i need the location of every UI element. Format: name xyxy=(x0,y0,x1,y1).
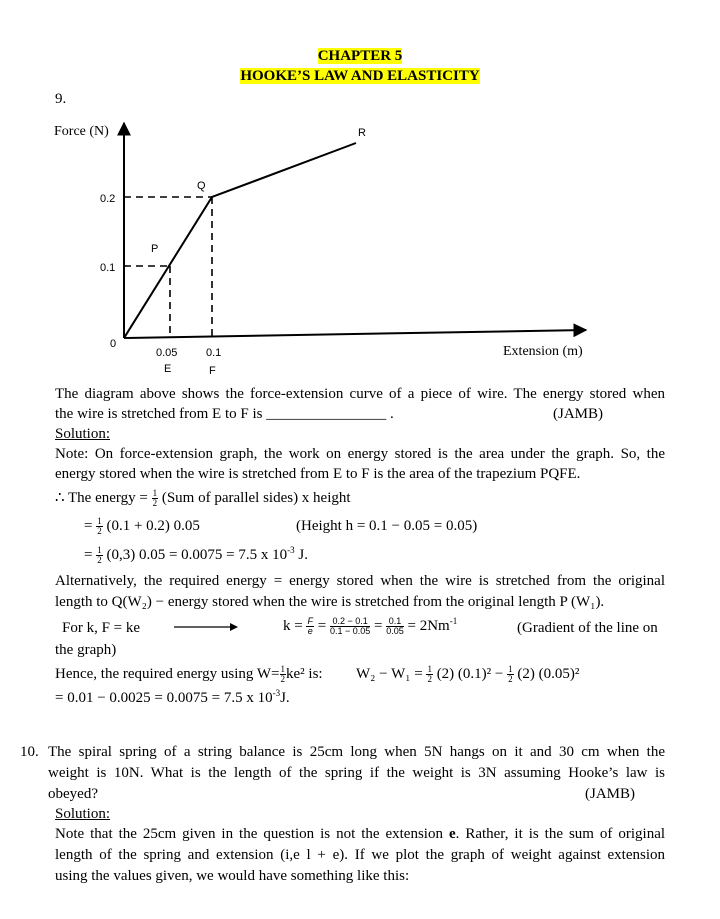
x-letter-f: F xyxy=(209,365,216,377)
q10-note-line3: using the values given, we would have something like this: xyxy=(55,868,410,884)
calc1-expression: (0.1 + 0.2) 0.05 xyxy=(106,518,200,534)
q9-note-line1: Note: On force-extension graph, the work on energy stored is the area under the graph. So, the xyxy=(55,446,665,462)
question-number-10: 10. xyxy=(20,744,39,760)
half-fraction: $\frac{1}{2}$ xyxy=(152,488,158,509)
q9-solution-heading: Solution: xyxy=(55,426,111,442)
hence-line: Hence, the required energy using W= $\frac{1}{2}$ ke² is: xyxy=(55,664,323,685)
q9-source: (JAMB) xyxy=(553,406,604,422)
energy-suffix: (Sum of parallel sides) x height xyxy=(161,490,351,506)
calc2-expression: (0,3) 0.05 = 0.0075 = 7.5 x 10 xyxy=(106,547,288,563)
q10-solution-heading: Solution: xyxy=(55,806,111,822)
q9-text-line1: The diagram above shows the force-extension curve of a piece of wire. The energy stored when xyxy=(55,386,665,402)
q10-note-line1: Note that the 25cm given in the question is not the extension e. Rather, it is the sum of original xyxy=(55,826,666,842)
origin-label: 0 xyxy=(110,338,117,350)
q9-note-line2: energy stored when the wire is stretched from E to F is the area of the trapezium PQFE. xyxy=(55,466,581,482)
gradient-text2: the graph) xyxy=(55,642,117,658)
k-result: = 2Nm xyxy=(407,618,450,634)
arrow-icon xyxy=(172,620,242,634)
force-extension-graph xyxy=(0,0,720,380)
q10-line2: weight is 10N. What is the length of the spring if the weight is 3N assuming Hooke’s law is xyxy=(48,765,665,781)
q10-note-line2: length of the spring and extension (i,e l + e). If we plot the graph of weight against extension xyxy=(55,847,665,863)
point-p-label: P xyxy=(151,243,159,255)
q9-calc-line2: = $\frac{1}{2}$ (0,3) 0.05 = 0.0075 = 7.5 x $10^{-3}$ J. xyxy=(84,545,308,566)
q9-alt-line1: Alternatively, the required energy = energy stored when the wire is stretched from the original xyxy=(55,573,665,589)
calc1-height: (Height h = 0.1 − 0.05 = 0.05) xyxy=(296,518,478,534)
half-fraction: $\frac{1}{2}$ xyxy=(97,516,102,537)
x-axis xyxy=(124,330,586,338)
chapter-title: HOOKE’S LAW AND ELASTICITY xyxy=(240,68,480,84)
x-tick-005: 0.05 xyxy=(156,347,178,359)
y-tick-01: 0.1 xyxy=(100,262,116,274)
energy-prefix: ∴ The energy = xyxy=(55,490,148,506)
q10-line1: The spiral spring of a string balance is 25cm long when 5N hangs on it and 30 cm when the xyxy=(48,744,665,760)
q9-text-line2: the wire is stretched from E to F is ________________ . xyxy=(55,406,394,422)
q9-calc-line1: = $\frac{1}{2}$ (0.1 + 0.2) 0.05 xyxy=(84,516,200,537)
force-extension-curve xyxy=(124,143,356,338)
point-q-label: Q xyxy=(197,180,206,192)
x-axis-label: Extension (m) xyxy=(503,344,583,359)
gradient-text1: (Gradient of the line on xyxy=(517,620,658,636)
fork-label: For k, F = ke xyxy=(62,620,141,636)
x-tick-01: 0.1 xyxy=(206,347,222,359)
q9-alt-line2: length to Q(W₂) − energy stored when the wire is stretched from the original length P (W₁). xyxy=(55,594,605,610)
y-axis-label: Force (N) xyxy=(54,124,109,139)
k-formula: k = $\frac{F}{e}$ = $\frac{0.2 - 0.1}{0.1 - 0.05}$ = $\frac{0.1}{0.05}$ = $2Nm^{-1}$ xyxy=(283,616,458,637)
chapter-label: CHAPTER 5 xyxy=(317,48,403,64)
q10-line3: obeyed? xyxy=(48,786,98,802)
final-result: = 0.01 − 0.0025 = 0.0075 = 7.5 x $10^{-3}J$. xyxy=(55,688,290,706)
q9-energy-formula xyxy=(55,488,351,509)
y-tick-02: 0.2 xyxy=(100,193,116,205)
w-difference: W₂ − W₁ = $\frac{1}{2}$ (2) (0.1)² − $\frac{1}{2}$ (2) (0.05)² xyxy=(356,664,580,685)
x-letter-e: E xyxy=(164,363,172,375)
question-number-9: 9. xyxy=(55,91,67,107)
half-fraction: $\frac{1}{2}$ xyxy=(97,545,102,566)
q10-source: (JAMB) xyxy=(585,786,636,802)
point-r-label: R xyxy=(358,127,366,139)
